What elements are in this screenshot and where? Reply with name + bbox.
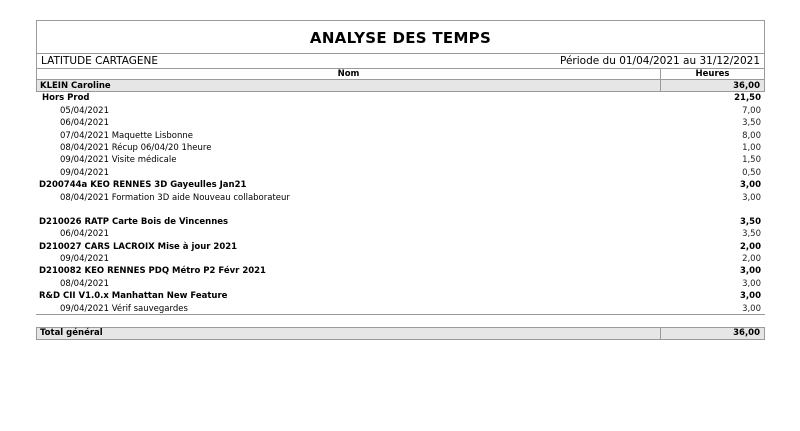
person-row xyxy=(36,80,765,92)
entry-label: 08/04/2021 Formation 3D aide Nouveau collaborateur xyxy=(60,192,290,203)
project-label: D210082 KEO RENNES PDQ Métro P2 Févr 2021 xyxy=(39,266,266,277)
entry-row xyxy=(36,154,765,166)
project-label: Hors Prod xyxy=(42,93,90,104)
entry-label: 09/04/2021 Vérif sauvegardes xyxy=(60,303,188,314)
entry-label: 05/04/2021 xyxy=(60,105,109,116)
entry-row xyxy=(36,142,765,154)
entry-label: 06/04/2021 xyxy=(60,118,109,129)
entry-row xyxy=(36,105,765,117)
project-row xyxy=(36,179,765,191)
project-hours: 3,00 xyxy=(740,291,761,302)
project-hours: 3,00 xyxy=(740,180,761,191)
project-row xyxy=(36,241,765,253)
grand-total-hours: 36,00 xyxy=(733,328,760,339)
project-label: D210026 RATP Carte Bois de Vincennes xyxy=(39,216,229,227)
entry-hours: 8,00 xyxy=(742,130,761,141)
grand-total-label: Total général xyxy=(37,328,661,339)
project-hours: 2,00 xyxy=(740,241,761,252)
entry-label: 08/04/2021 xyxy=(60,278,109,289)
entry-label: 06/04/2021 xyxy=(60,229,109,240)
project-row xyxy=(36,265,765,277)
column-header-hours: Heures xyxy=(695,69,730,79)
time-analysis-report xyxy=(36,20,765,340)
entry-hours: 3,50 xyxy=(742,118,761,129)
project-row xyxy=(36,216,765,228)
project-label: D210027 CARS LACROIX Mise à jour 2021 xyxy=(39,241,238,252)
person-hours: 36,00 xyxy=(733,81,760,91)
entry-label: 09/04/2021 Visite médicale xyxy=(60,155,177,166)
entry-row xyxy=(36,167,765,179)
entry-row xyxy=(36,130,765,142)
entry-label: 07/04/2021 Maquette Lisbonne xyxy=(60,130,193,141)
project-row xyxy=(36,290,765,302)
entry-hours: 2,00 xyxy=(742,254,761,265)
project-hours: 21,50 xyxy=(734,93,761,104)
entry-hours: 3,50 xyxy=(742,229,761,240)
blank-row xyxy=(36,204,765,216)
project-label: D200744a KEO RENNES 3D Gayeulles Jan21 xyxy=(39,180,247,191)
entry-hours: 1,00 xyxy=(742,142,761,153)
entry-hours: 3,00 xyxy=(742,303,761,314)
grand-total-row xyxy=(36,327,765,340)
company-name: LATITUDE CARTAGENE xyxy=(41,55,159,67)
entry-hours: 0,50 xyxy=(742,167,761,178)
entry-label: 09/04/2021 xyxy=(60,254,109,265)
entry-row xyxy=(36,253,765,265)
entry-row xyxy=(36,303,765,315)
report-period: Période du 01/04/2021 au 31/12/2021 xyxy=(560,55,760,67)
entry-hours: 1,50 xyxy=(742,155,761,166)
report-rows xyxy=(36,92,765,315)
report-subheader xyxy=(36,54,765,69)
entry-hours: 3,00 xyxy=(742,278,761,289)
project-row xyxy=(36,92,765,104)
project-hours: 3,00 xyxy=(740,266,761,277)
project-label: R&D CII V1.0.x Manhattan New Feature xyxy=(39,291,228,302)
person-name: KLEIN Caroline xyxy=(37,80,661,91)
entry-row xyxy=(36,228,765,240)
entry-row xyxy=(36,117,765,129)
project-hours: 3,50 xyxy=(740,216,761,227)
column-headers xyxy=(36,69,765,80)
entry-hours: 3,00 xyxy=(742,192,761,203)
column-header-name: Nom xyxy=(37,69,661,79)
entry-hours: 7,00 xyxy=(742,105,761,116)
entry-row xyxy=(36,192,765,204)
report-title: ANALYSE DES TEMPS xyxy=(36,20,765,54)
entry-row xyxy=(36,278,765,290)
entry-label: 09/04/2021 xyxy=(60,167,109,178)
entry-label: 08/04/2021 Récup 06/04/20 1heure xyxy=(60,142,212,153)
